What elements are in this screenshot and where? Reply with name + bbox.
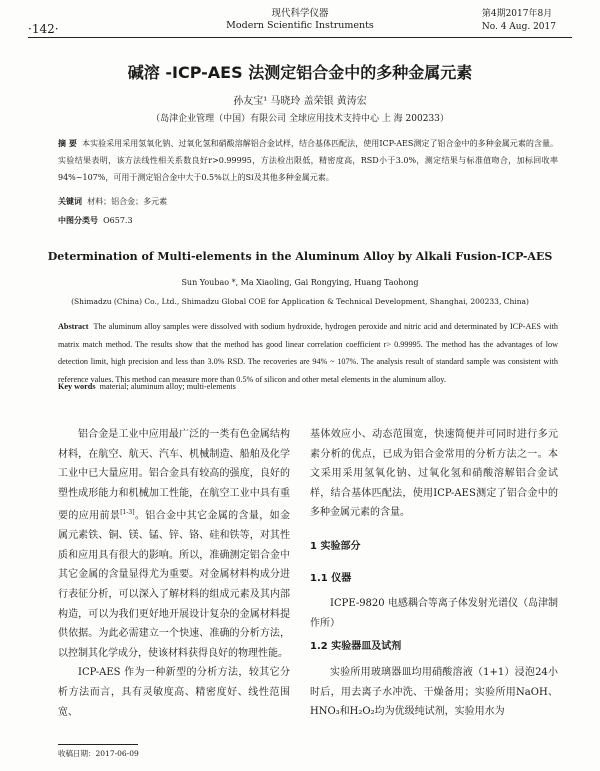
issue-info	[482, 8, 556, 34]
intro-text-1b: 。铝合金中其它金属的含量，如金属元素铁、铜、镁、锰、锌、铬、硅和铁等，对其性质和应用具有很大的影响。所以，准确测定铝合金中其它金属的含量显得尤为重要。对金属材料构成分进行表征分析，可以深入了解材料的组成元素及其内部构造，可以为我们更好地开展设计复杂的金属材料提供依据。为此必需建立一个快速、准确的分析方法，以控制其化学成分，使该材料获得良好的物理性能。	[58, 510, 290, 659]
classification-cn	[58, 215, 133, 226]
keywords-en	[58, 382, 236, 391]
section-heading-1: 1 实验部分	[310, 540, 361, 552]
abstract-text-cn: 本实验采用采用氢氧化钠、过氧化氢和硝酸溶解铝合金试样，结合基体匹配法，使用ICP-AES测定了铝合金中的多种金属元素的含量。实验结果表明，该方法线性相关系数良好r>0.99995，方法检出限低，精密度高，RSD小于3.0%，测定结果与标准值吻合，加标回收率94%~107%，可用于测定铝合金中大于0.5%以上的Si及其他多种金属元素。	[58, 139, 558, 182]
header-rule	[28, 37, 572, 38]
keywords-label-cn: 关键词	[58, 197, 82, 206]
keywords-text-en: material; aluminum alloy; multi-elements	[99, 382, 236, 391]
section-heading-1-2: 1.2 实验器皿及试剂	[310, 641, 402, 653]
body-right-column	[310, 425, 558, 722]
abstract-label-cn: 摘 要	[58, 139, 77, 148]
journal-name-cn: 现代科学仪器	[271, 8, 329, 19]
section-heading-1-1: 1.1 仪器	[310, 572, 352, 584]
abstract-en	[58, 318, 558, 388]
authors-cn: 孙友宝¹ 马晓玲 盖荣银 黄涛宏	[233, 96, 367, 107]
affiliation-cn: （岛津企业管理（中国）有限公司 全球应用技术支持中心 上 海 200233）	[151, 114, 449, 124]
issue-cn: 第4期2017年8月	[481, 9, 553, 19]
intro-paragraph-2: ICP-AES 作为一种新型的分析方法，较其它分析方法而言，具有灵敏度高、精密度好、线性范围宽、	[58, 667, 290, 718]
keywords-cn	[58, 196, 167, 207]
article-title-cn: 碱溶 -ICP-AES 法测定铝合金中的多种金属元素	[127, 63, 473, 82]
abstract-cn	[58, 135, 558, 186]
classification-label-cn: 中图分类号	[58, 216, 98, 225]
authors-en: Sun Youbao *, Ma Xiaoling, Gai Rongying, Huang Taohong	[181, 278, 419, 287]
page-number: ·142·	[28, 22, 59, 36]
keywords-label-en: Key words	[58, 382, 96, 391]
footnote-rule	[58, 744, 138, 745]
intro-paragraph-1	[58, 425, 290, 663]
citation: [1-3]	[120, 509, 135, 517]
classification-code: O657.3	[103, 216, 133, 225]
article-title-en: Determination of Multi-elements in the Aluminum Alloy by Alkali Fusion-ICP-AES	[47, 250, 553, 263]
keywords-text-cn: 材料；铝合金；多元素	[87, 197, 168, 206]
instrument-paragraph: ICPE-9820 电感耦合等离子体发射光谱仪（岛津制作所）	[310, 598, 558, 629]
issue-en: No. 4 Aug. 2017	[481, 22, 556, 32]
abstract-label-en: Abstract	[58, 322, 89, 331]
abstract-text-en: The aluminum alloy samples were dissolved with sodium hydroxide, hydrogen peroxide and nitric acid and determinated by ICP-AES with matrix match method. The results show that the method has good linear correlation coefficient r> 0.99995. The method has the advantages of low detection limit, high precision and less than 3.0% RSD. The recoveries are 94% ~ 107%. The analysis result of standard sample was consistent with reference values. This method can measure more than 0.5% of silicon and other metal elements in the aluminum alloy.	[58, 322, 558, 384]
intro-paragraph-continued: 基体效应小、动态范围宽，快速简便并可同时进行多元素分析的优点，已成为铝合金常用的分析方法之一。本文采用采用氢氧化钠、过氧化氢和硝酸溶解铝合金试样，结合基体匹配法，使用ICP-AES测定了铝合金中的多种金属元素的含量。	[310, 429, 558, 519]
journal-name-en: Modern Scientific Instruments	[226, 20, 374, 31]
affiliation-en: (Shimadzu (China) Co., Ltd., Shimadzu Global COE for Application & Technical Development, Shanghai, 200233, China)	[71, 297, 529, 306]
body-left-column	[58, 425, 290, 722]
reagents-paragraph: 实验所用玻璃器皿均用硝酸溶液（1+1）浸泡24小时后，用去离子水冲洗、干燥备用；实验所用NaOH、HNO₃和H₂O₂均为优级纯试剂，实验用水为	[310, 666, 558, 718]
intro-text-1: 铝合金是工业中应用最广泛的一类有色金属结构材料，在航空、航天、汽车、机械制造、船舶及化学工业中已大量应用。铝合金具有较高的强度，良好的塑性成形能力和机械加工性能，在航空工业中具有重要的应用前景	[58, 429, 290, 522]
received-date: 收稿日期：2017-06-09	[58, 749, 139, 758]
